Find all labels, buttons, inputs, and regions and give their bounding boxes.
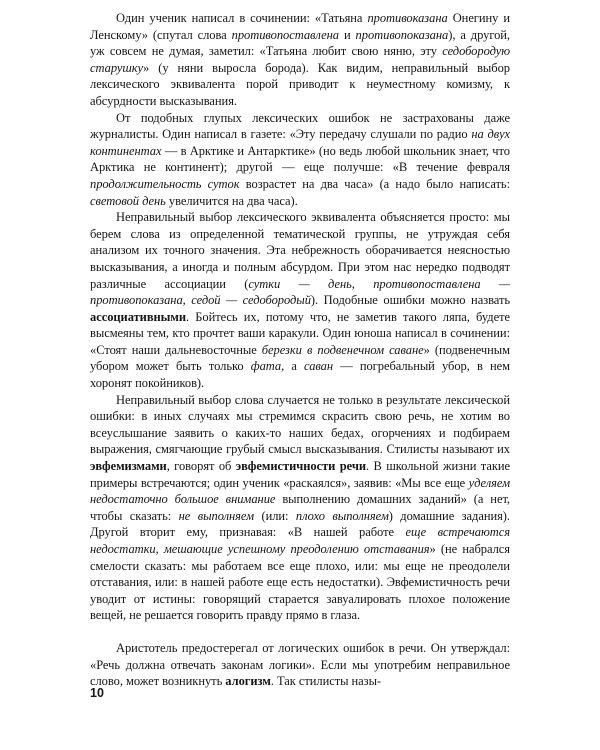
text-run: , говорят об <box>166 459 236 474</box>
italic-term: световой день <box>90 193 166 208</box>
paragraph <box>90 110 510 210</box>
text-run: возрастет на два часа» (а надо было написать: <box>239 176 511 191</box>
text-run: ) домашние задания). Другой вторит ему, признавая: «В нашей работе <box>90 508 510 540</box>
italic-term: березки в подвенечном саване <box>261 342 424 357</box>
text-run: ), а другой, уж совсем не думая, заметил: «Татьяна любит свою няню, эту <box>90 27 511 59</box>
text-run: (или: <box>254 508 296 523</box>
paragraph <box>90 209 510 392</box>
italic-term: плохо выполняем <box>295 508 389 523</box>
paragraph <box>90 392 510 624</box>
text-run: Аристотель предостерегал от логических ошибок в речи. Он утверждал: «Речь должна отвечать законам логики». Если мы употребим неправильное слово, может возникнуть <box>90 640 510 689</box>
page-number: 10 <box>90 686 104 700</box>
text-run: . Бойтесь их, потому что, не заметив такого ляпа, будете высмеяны тем, кто прочтет ваши каракули. Один юноша написал в сочинении: «Стоят наши дальневосточные <box>90 309 510 357</box>
text-run: ). Подобные ошибки можно назвать <box>310 293 511 308</box>
bold-term: эвфемизмами <box>90 459 167 474</box>
bold-term: алогизм <box>225 674 271 689</box>
text-run: » (не набрался смелости сказать: мы работаем все еще плохо, или: мы еще не преодолели отставания, или: в нашей работе еще есть недостатки). Эвфемистичность речи уводит от истины: говорящий старается завуалировать плохое положение вещей, не решается говорить правду прямо в глаза. <box>90 542 510 623</box>
italic-term: на двух континентах <box>90 127 510 158</box>
text-run: и <box>339 27 356 42</box>
italic-term: седобородую старушку <box>90 44 510 75</box>
italic-term: противопоказана <box>355 27 449 42</box>
italic-term: сутки — день, противопоставлена — противопоказана, седой — седобородый <box>90 276 510 308</box>
italic-term: еще встречаются недостатки, мешающие успешному преодолению отставания <box>90 525 510 556</box>
italic-term: саван <box>304 359 334 374</box>
text-run: Онегину и Ленскому» (спутал слова <box>90 11 510 42</box>
italic-term: уделяем недостаточно большое внимание <box>90 475 510 507</box>
bold-term: ассоциативными <box>90 309 186 324</box>
paragraph <box>90 10 510 110</box>
text-run: » (подвенечным убором может быть только <box>90 342 510 374</box>
text-run: выполнению домашних заданий» (а нет, чтобы сказать: <box>90 492 510 523</box>
italic-term: фата <box>250 359 282 374</box>
text-run: , а <box>281 359 305 374</box>
text-run: — в Арктике и Антарктике» (но ведь любой школьник знает, что Арктика не континент); другой — еще получше: «В течение февраля <box>90 143 510 175</box>
italic-term: противоказана <box>367 11 448 25</box>
text-run: . Так стилисты назы- <box>270 674 382 689</box>
body-text <box>90 10 510 690</box>
italic-term: не выполняем <box>178 508 255 523</box>
text-run: увеличится на два часа). <box>165 193 298 208</box>
italic-term: противопоставлена <box>231 27 339 42</box>
text-run: Один ученик написал в сочинении: «Татьяна <box>116 11 368 25</box>
text-run: . В школьной жизни такие примеры встречаются; один ученик «раскаялся», заявив: «Мы все еще <box>90 459 510 490</box>
text-run: — погребальный убор, в нем хоронят покойников). <box>90 359 510 391</box>
bold-term: эвфемистичности речи <box>235 459 366 474</box>
paragraph <box>90 640 510 690</box>
italic-term: продолжительность суток <box>90 176 240 191</box>
text-run: От подобных глупых лексических ошибок не застрахованы даже журналисты. Один написал в газете: «Эту передачу слушали по радио <box>90 110 510 142</box>
text-run: Неправильный выбор слова случается не только в результате лексической ошибки: в иных случаях мы стремимся скрасить свою речь, не хотим во всеуслышание заявить о каких-то наших бедах, огорчениях и подбираем выражения, смягчающие грубый смысл высказывания. Стилисты называют их <box>90 392 510 457</box>
text-run: Неправильный выбор лексического эквивалента объясняется просто: мы берем слова из определенной тематической группы, не утруждая себя анализом их точного значения. Эта небрежность оборачивается неясностью высказывания, а иногда и полным абсурдом. При этом нас нередко подводят различные ассоциации ( <box>90 210 510 291</box>
text-run: » (у няни выросла борода). Как видим, неправильный выбор лексического эквивалента порой приводит к неуместному комизму, к абсурдности высказывания. <box>90 60 510 108</box>
